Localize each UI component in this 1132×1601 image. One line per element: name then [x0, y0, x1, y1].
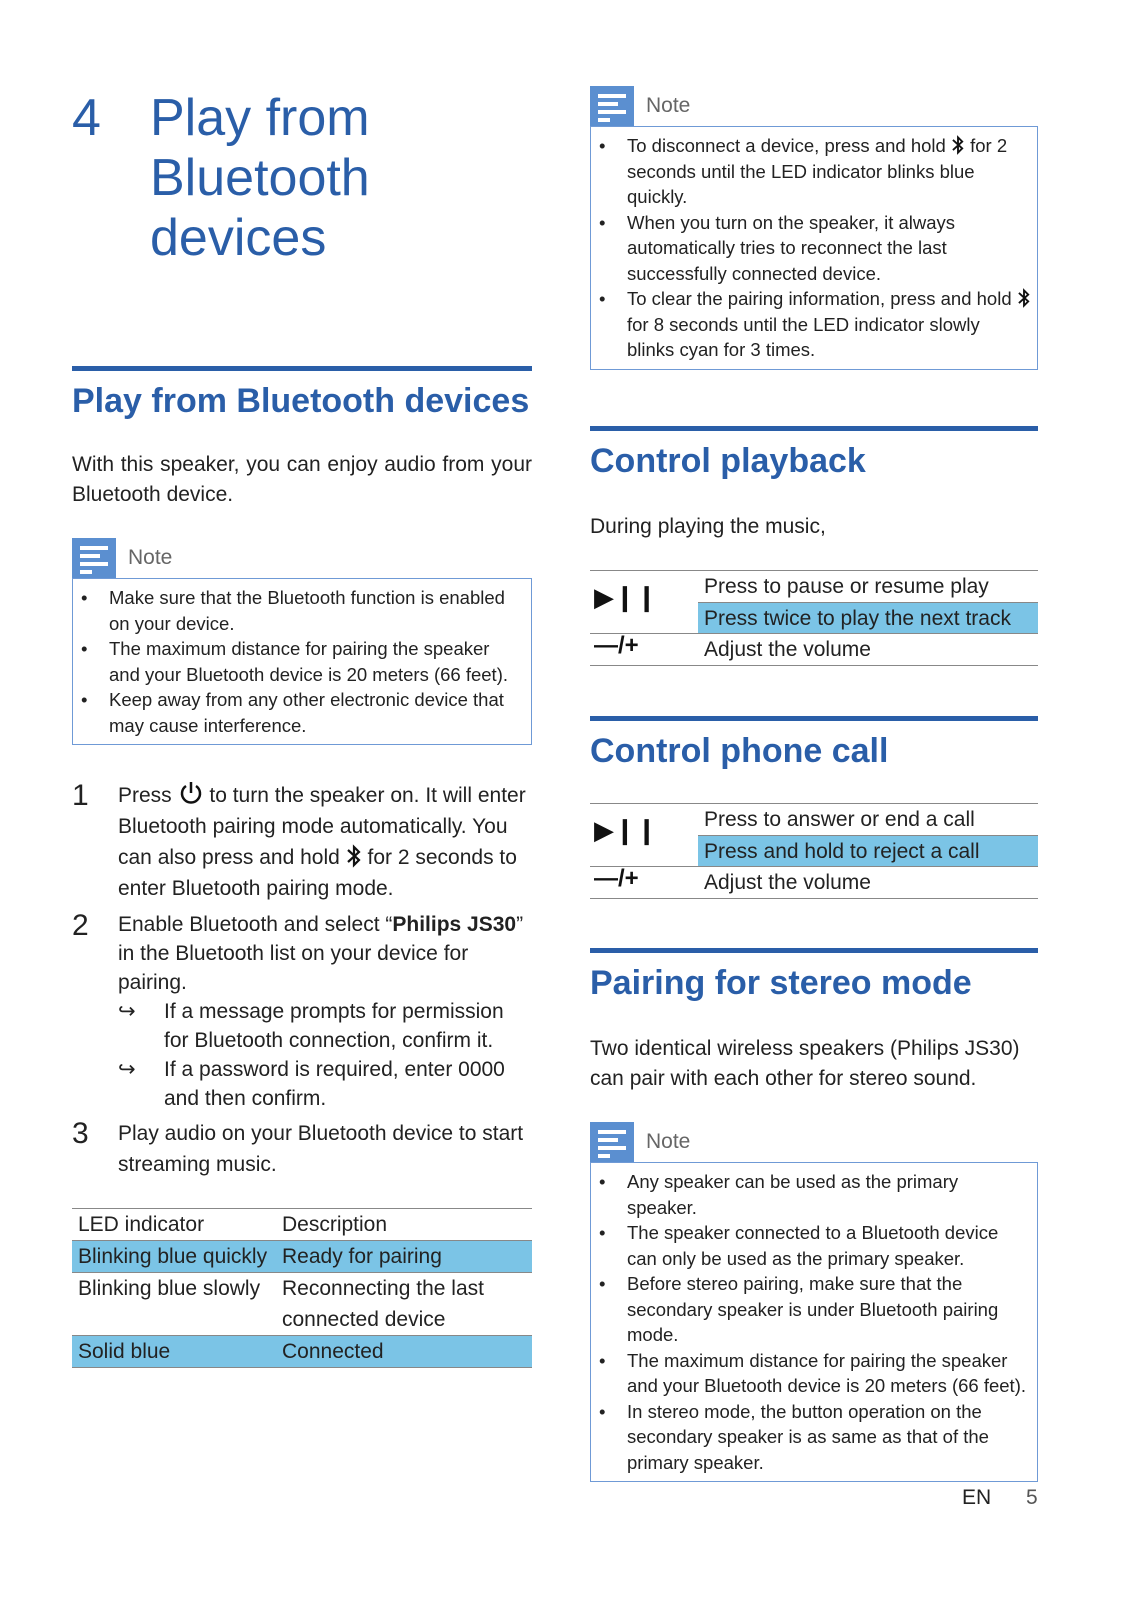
table-row — [72, 1273, 532, 1336]
section-title: Control phone call — [590, 732, 889, 770]
note-box — [72, 578, 532, 745]
page-number: 5 — [1026, 1486, 1038, 1509]
volume-minus-plus-icon: —/+ — [594, 865, 639, 892]
table-cell: Adjust the volume — [704, 871, 871, 894]
play-pause-icon: ▶❙❙ — [594, 582, 658, 612]
note-item: • In stereo mode, the button operation on the secondary speaker is as same as that of the primary speaker. — [627, 1399, 1031, 1476]
device-name: Philips JS30 — [392, 913, 517, 936]
step-number: 2 — [72, 909, 89, 942]
chapter-title-line: Bluetooth — [150, 149, 370, 207]
intro-paragraph: With this speaker, you can enjoy audio from your Bluetooth device. — [72, 453, 532, 506]
table-header-row — [72, 1209, 532, 1241]
step-number: 3 — [72, 1117, 89, 1150]
step-text: Enable Bluetooth and select “Philips JS30” in the Bluetooth list on your device for pairing. ↪ If a message prompts for permission for Bluetooth connection, confirm it. ↪ If a password is required, enter 0000 and then confirm. — [118, 910, 532, 1113]
chapter-number: 4 — [72, 89, 101, 147]
table-cell: Blinking blue quickly — [72, 1241, 276, 1273]
volume-minus-plus-icon: —/+ — [594, 632, 639, 659]
result-arrow-icon: ↪ — [118, 1058, 136, 1081]
result-arrow-icon: ↪ — [118, 1000, 136, 1023]
note-block — [590, 1122, 1038, 1482]
note-icon — [590, 86, 634, 126]
note-block — [72, 538, 532, 745]
section-title: Control playback — [590, 442, 866, 480]
phone-controls-table — [590, 803, 1038, 899]
note-header — [590, 1122, 1038, 1162]
bluetooth-icon — [951, 134, 965, 156]
note-item: • Make sure that the Bluetooth function is enabled on your device. — [109, 585, 525, 636]
section-control-phone-call — [590, 716, 1038, 773]
note-title: Note — [128, 546, 173, 569]
table-cell: Adjust the volume — [704, 638, 871, 661]
table-row — [590, 633, 1038, 666]
section-control-playback — [590, 426, 1038, 483]
section-rule — [72, 366, 532, 371]
section-stereo-pairing — [590, 948, 1038, 1005]
note-icon — [72, 538, 116, 578]
playback-intro: During playing the music, — [590, 515, 826, 538]
section-title: Play from Bluetooth devices — [72, 382, 530, 420]
play-pause-icon: ▶❙❙ — [594, 815, 658, 845]
led-indicator-table — [72, 1208, 532, 1368]
table-cell: Blinking blue slowly — [78, 1277, 261, 1300]
table-cell: Solid blue — [72, 1336, 276, 1368]
note-title: Note — [646, 94, 691, 117]
table-header-cell: LED indicator — [78, 1213, 205, 1236]
chapter-title — [150, 88, 370, 268]
section-rule — [590, 948, 1038, 953]
step-text: Play audio on your Bluetooth device to start streaming music. — [118, 1122, 524, 1176]
table-header-cell: Description — [282, 1213, 388, 1236]
table-row — [72, 1336, 532, 1368]
step-result: ↪ If a message prompts for permission for Bluetooth connection, confirm it. — [118, 997, 532, 1055]
note-header — [72, 538, 532, 578]
chapter-title-line: Play from — [150, 89, 370, 147]
step-result: ↪ If a password is required, enter 0000 and then confirm. — [118, 1055, 532, 1113]
note-item: • Any speaker can be used as the primary speaker. — [627, 1169, 1031, 1220]
table-cell: Press to answer or end a call — [704, 808, 975, 831]
stereo-intro: Two identical wireless speakers (Philips JS30) can pair with each other for stereo sound. — [590, 1037, 1020, 1090]
table-cell: Press to pause or resume play — [704, 575, 989, 598]
table-cell: Connected — [276, 1336, 532, 1368]
power-icon — [178, 780, 204, 806]
note-item: • Before stereo pairing, make sure that the secondary speaker is under Bluetooth pairing mode. — [627, 1271, 1031, 1348]
step-number: 1 — [72, 779, 89, 812]
section-rule — [590, 426, 1038, 431]
note-header — [590, 86, 1038, 126]
bluetooth-icon — [346, 843, 362, 869]
step-text: Press to turn the speaker on. It will enter Bluetooth pairing mode automatically. You can also press and hold for 2 seconds to enter Bluetooth pairing mode. — [118, 780, 532, 904]
table-cell: Press and hold to reject a call — [698, 835, 1038, 867]
note-title: Note — [646, 1130, 691, 1153]
note-box — [590, 126, 1038, 370]
note-item: • To disconnect a device, press and hold for 2 seconds until the LED indicator blinks blue quickly. — [627, 133, 1031, 210]
section-play-bluetooth — [72, 366, 532, 423]
table-cell: Ready for pairing — [276, 1241, 532, 1273]
note-item: • When you turn on the speaker, it always automatically tries to reconnect the last successfully connected device. — [627, 210, 1031, 287]
footer-language: EN — [962, 1486, 992, 1509]
table-row — [72, 1241, 532, 1273]
note-item: • Keep away from any other electronic device that may cause interference. — [109, 687, 525, 738]
note-item: • The speaker connected to a Bluetooth device can only be used as the primary speaker. — [627, 1220, 1031, 1271]
note-item: • The maximum distance for pairing the speaker and your Bluetooth device is 20 meters (66 feet). — [627, 1348, 1031, 1399]
note-item: • To clear the pairing information, press and hold for 8 seconds until the LED indicator slowly blinks cyan for 3 times. — [627, 286, 1031, 363]
bluetooth-icon — [1017, 287, 1031, 309]
note-item: • The maximum distance for pairing the speaker and your Bluetooth device is 20 meters (66 feet). — [109, 636, 525, 687]
table-row — [590, 866, 1038, 899]
note-block — [590, 86, 1038, 370]
chapter-title-line: devices — [150, 209, 327, 267]
table-cell: Press twice to play the next track — [698, 602, 1038, 634]
table-cell: Reconnecting the last connected device — [282, 1277, 484, 1331]
note-icon — [590, 1122, 634, 1162]
playback-controls-table — [590, 570, 1038, 666]
section-rule — [590, 716, 1038, 721]
section-title: Pairing for stereo mode — [590, 964, 972, 1002]
note-box — [590, 1162, 1038, 1482]
